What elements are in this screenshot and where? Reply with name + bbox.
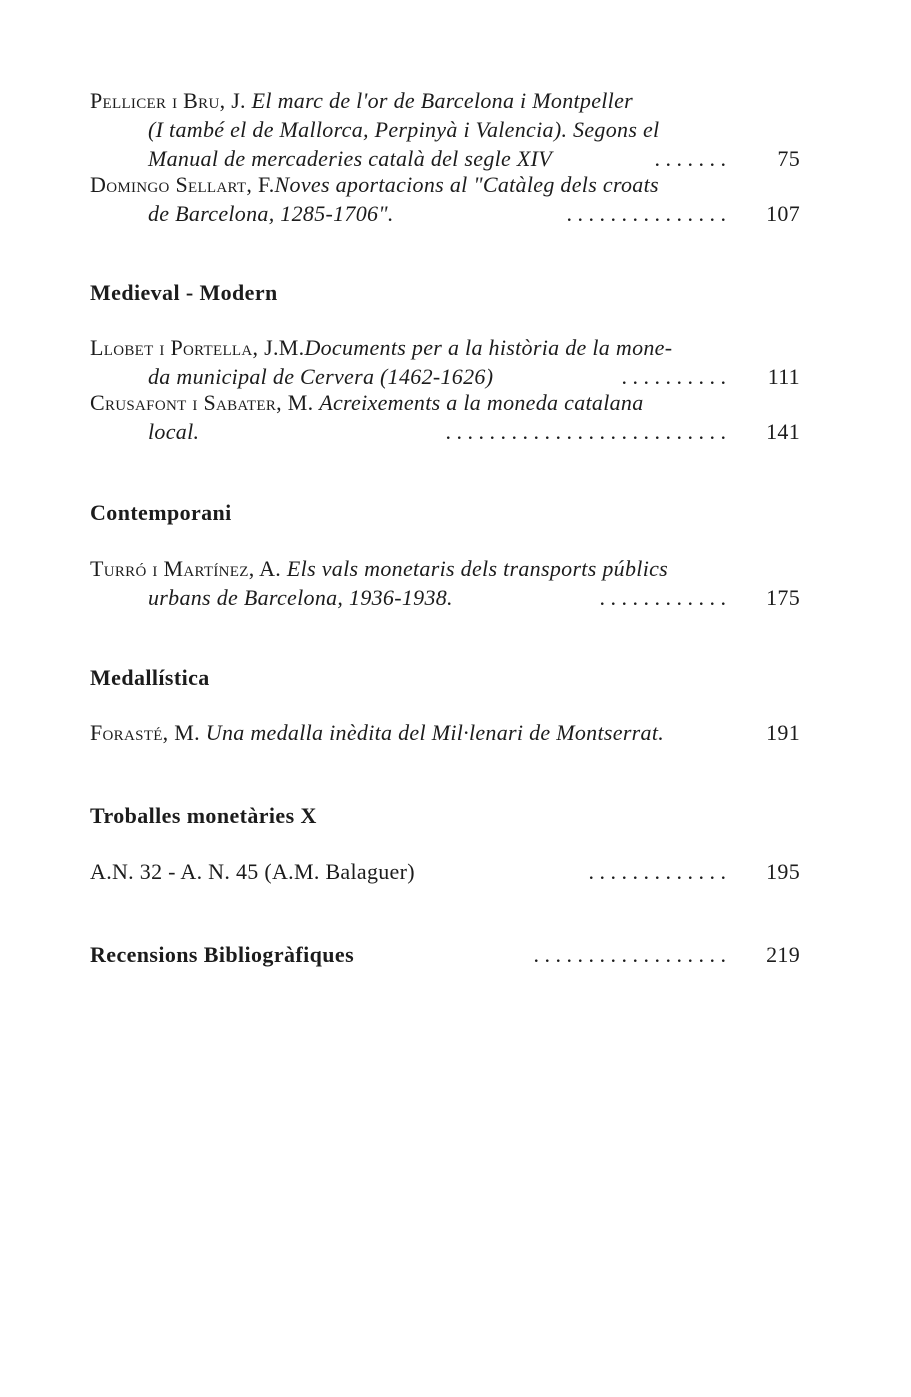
- entry-title: Els vals monetaris dels transports públics: [286, 556, 669, 581]
- section-heading-troballes: Troballes monetàries X: [90, 803, 317, 828]
- leader-dots: . . . . . . . . . . . .: [599, 585, 726, 610]
- section-heading-medieval: Medieval - Modern: [90, 280, 278, 305]
- entry-title: A.N. 32 - A. N. 45 (A.M. Balaguer): [90, 859, 415, 884]
- page-number: 141: [766, 419, 800, 444]
- entry-title-cont: (I també el de Mallorca, Perpinyà i Valencia). Segons el: [148, 117, 660, 142]
- entry-title: Noves aportacions al "Catàleg dels croats: [274, 172, 659, 197]
- leader-dots: . . . . . . .: [654, 146, 726, 171]
- toc-entry-pellicer: [90, 86, 800, 173]
- entry-title: Acreixements a la moneda catalana: [319, 390, 644, 415]
- entry-author: Turró i Martínez, A.: [90, 556, 282, 581]
- toc-entry-crusafont: [90, 388, 800, 446]
- entry-title: Una medalla inèdita del Mil·lenari de Montserrat.: [205, 720, 665, 745]
- leader-dots: . . . . . . . . . . . . . . . . . . . . . . . . . .: [445, 419, 726, 444]
- entry-title-cont: da municipal de Cervera (1462-1626): [148, 364, 494, 389]
- entry-author: Crusafont i Sabater, M.: [90, 390, 314, 415]
- entry-author: Llobet i Portella, J.M.: [90, 335, 305, 360]
- page-number: 191: [766, 720, 800, 745]
- toc-entry-recensions: [90, 940, 800, 969]
- toc-entry-turro: [90, 554, 800, 612]
- section-heading-contemporani: Contemporani: [90, 500, 232, 525]
- entry-author: Forasté, M.: [90, 720, 200, 745]
- page-number: 111: [767, 364, 800, 389]
- entry-author: Domingo Sellart, F.: [90, 172, 275, 197]
- leader-dots: . . . . . . . . . . . . . . . . . .: [533, 942, 726, 967]
- toc-entry-llobet: [90, 333, 800, 391]
- leader-dots: . . . . . . . . . . . . .: [588, 859, 726, 884]
- page-number: 175: [766, 585, 800, 610]
- entry-title: Documents per a la història de la mone-: [304, 335, 673, 360]
- entry-title-cont: urbans de Barcelona, 1936-1938.: [148, 585, 453, 610]
- page-number: 75: [777, 146, 800, 171]
- entry-title: El marc de l'or de Barcelona i Montpeller: [251, 88, 634, 113]
- toc-entry-foraste: [90, 718, 800, 747]
- toc-entry-domingo: [90, 170, 800, 228]
- section-heading-recensions: Recensions Bibliogràfiques: [90, 942, 355, 967]
- page-number: 219: [766, 942, 800, 967]
- section-heading-medallistica: Medallística: [90, 665, 210, 690]
- entry-title-cont: local.: [148, 419, 200, 444]
- entry-title-cont: Manual de mercaderies català del segle XIV: [148, 146, 553, 171]
- leader-dots: . . . . . . . . . . . . . . .: [566, 201, 726, 226]
- page-number: 195: [766, 859, 800, 884]
- toc-entry-troballes: [90, 857, 800, 886]
- entry-title-cont: de Barcelona, 1285-1706".: [148, 201, 394, 226]
- page-number: 107: [766, 201, 800, 226]
- entry-author: Pellicer i Bru, J.: [90, 88, 246, 113]
- leader-dots: . . . . . . . . . .: [621, 364, 726, 389]
